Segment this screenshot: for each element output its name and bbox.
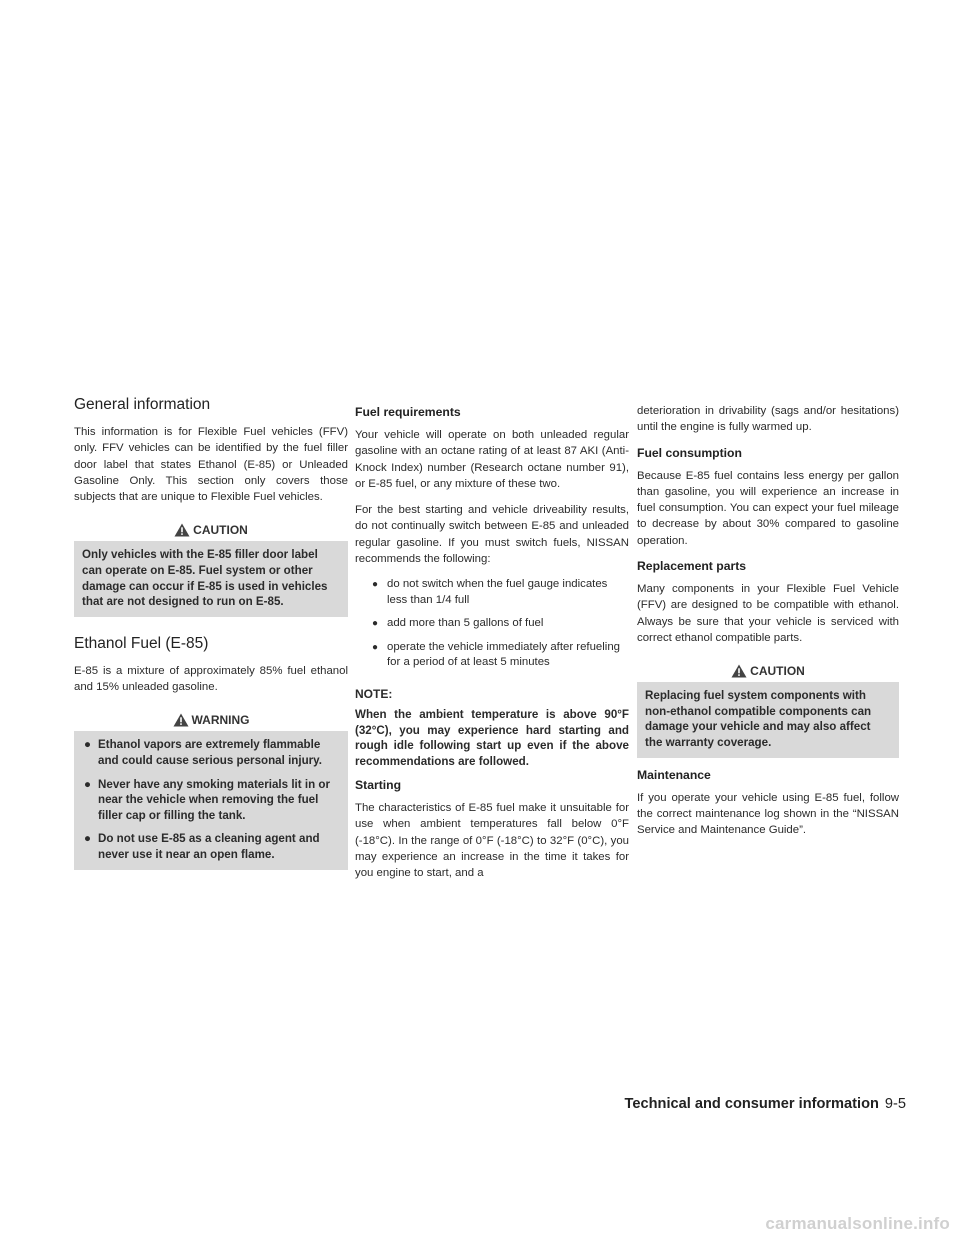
list-item: ● add more than 5 gallons of fuel — [355, 616, 629, 632]
caution-box — [74, 541, 348, 616]
warning-label: WARNING — [191, 713, 250, 728]
warning-triangle-icon — [173, 713, 189, 727]
fuel-requirements-list — [355, 577, 629, 671]
note-text: When the ambient temperature is above 90°F (32°C), you may experience hard starting and rough idle following start up even if the above recommendations are followed. — [355, 707, 629, 769]
warning-triangle-icon — [174, 523, 190, 537]
column-left — [74, 396, 348, 880]
maintenance-heading: Maintenance — [637, 767, 711, 782]
caution-label: CAUTION — [750, 664, 805, 679]
warning-header — [74, 709, 348, 731]
watermark: carmanualsonline.info — [765, 1214, 950, 1233]
caution-header — [637, 660, 899, 682]
page-number: 9-5 — [884, 1096, 906, 1112]
starting-paragraph-continued: deterioration in drivability (sags and/or hesitations) until the engine is fully warmed up. — [637, 405, 899, 434]
fuel-consumption-paragraph: Because E-85 fuel contains less energy per gallon than gasoline, you will experience an increase in fuel consumption. You can expect your fuel mileage to decrease by about 30% compared to gasoline operation. — [637, 469, 899, 547]
warning-list — [82, 737, 340, 862]
caution-text: Only vehicles with the E-85 filler door label can operate on E-85. Fuel system or other damage can occur if E-85 is used in vehicles that are not designed to run on E-85. — [82, 548, 328, 609]
fuel-consumption-heading: Fuel consumption — [637, 445, 742, 460]
note-title: NOTE: — [355, 686, 393, 701]
ethanol-fuel-heading: Ethanol Fuel (E-85) — [74, 634, 209, 652]
column-middle — [355, 405, 629, 892]
replacement-parts-heading: Replacement parts — [637, 559, 747, 574]
general-information-heading: General information — [74, 396, 211, 413]
general-information-paragraph: This information is for Flexible Fuel vehicles (FFV) only. FFV vehicles can be identified by the fuel filler door label that states Ethanol (E-85) or Unleaded Gasoline Only. This section only covers those subjects that are unique to Flexible Fuel vehicles. — [74, 426, 348, 504]
starting-heading: Starting — [355, 778, 402, 793]
list-item: ● Ethanol vapors are extremely flammable and could cause serious personal injury. — [84, 738, 322, 768]
bullet-icon: ● — [84, 777, 92, 791]
list-item: ● operate the vehicle immediately after refueling for a period of at least 5 minutes — [372, 640, 621, 669]
bullet-icon: ● — [372, 618, 379, 630]
page-footer — [618, 1096, 906, 1112]
replacement-parts-paragraph: Many components in your Flexible Fuel Vehicle (FFV) are designed to be compatible with ethanol. Always be sure that your vehicle is serviced with correct ethanol compatible parts. — [637, 583, 899, 644]
starting-paragraph: The characteristics of E-85 fuel make it unsuitable for use when ambient temperatures fall below 0°F (-18°C). In the range of 0°F (-18°C) to 32°F (0°C), you may experience an increase in the time it takes for you engine to start, and a — [355, 802, 629, 880]
fuel-requirements-heading: Fuel requirements — [355, 405, 461, 419]
fuel-requirements-paragraph-2: For the best starting and vehicle driveability results, do not continually switch between E-85 and unleaded regular gasoline. If you must switch fuels, NISSAN recommends the following: — [355, 504, 629, 566]
bullet-icon: ● — [372, 579, 379, 591]
warning-box — [74, 731, 348, 869]
warning-triangle-icon — [731, 664, 747, 678]
list-item: ● Never have any smoking materials lit in or near the vehicle when removing the fuel filler cap or filling the tank. — [84, 777, 330, 822]
list-item: ● do not switch when the fuel gauge indicates less than 1/4 full — [372, 578, 608, 606]
column-right — [637, 403, 899, 849]
section-title: Technical and consumer information — [624, 1096, 879, 1112]
caution-box — [637, 682, 899, 757]
bullet-icon: ● — [372, 641, 379, 653]
fuel-requirements-paragraph-1: Your vehicle will operate on both unleaded regular gasoline with an octane rating of at least 87 AKI (Anti-Knock Index) number (Research octane number 91), or E-85 fuel, or any mixture of these two. — [355, 429, 629, 490]
maintenance-paragraph: If you operate your vehicle using E-85 fuel, follow the correct maintenance log shown in the “NISSAN Service and Maintenance Guide”. — [637, 791, 899, 837]
caution-header — [74, 519, 348, 541]
bullet-icon: ● — [84, 832, 92, 846]
list-item: ● Do not use E-85 as a cleaning agent and never use it near an open flame. — [84, 832, 320, 862]
bullet-icon: ● — [84, 738, 92, 752]
caution-label: CAUTION — [193, 523, 248, 538]
caution-text: Replacing fuel system components with non-ethanol compatible components can damage your vehicle and may also affect the warranty coverage. — [645, 689, 872, 750]
ethanol-fuel-paragraph: E-85 is a mixture of approximately 85% fuel ethanol and 15% unleaded gasoline. — [74, 664, 348, 694]
